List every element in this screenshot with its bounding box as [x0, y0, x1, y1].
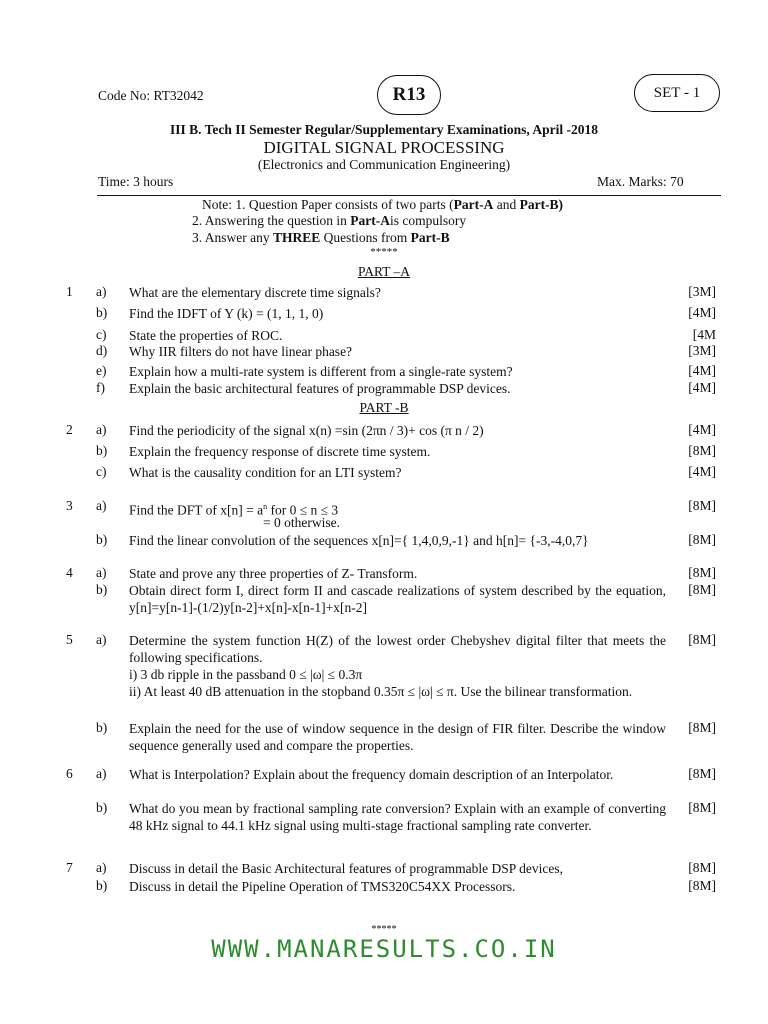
note-2: 2. Answering the question in Part-Ais compulsory: [192, 213, 467, 228]
set-badge: [634, 74, 720, 112]
regulation-label: R13: [392, 84, 426, 105]
header-divider: [97, 195, 721, 196]
question-number: 2: [66, 422, 73, 437]
marks: [4M]: [688, 464, 716, 479]
marks: [4M: [692, 327, 716, 342]
footer-separator: *****: [371, 924, 397, 935]
marks: [8M]: [688, 860, 716, 875]
max-marks-label: Max. Marks: 70: [597, 174, 684, 189]
footer-watermark-url: WWW.MANARESULTS.CO.IN: [211, 935, 557, 963]
marks: [8M]: [688, 878, 716, 893]
part-a-heading: PART –A: [357, 264, 411, 279]
question-number: 1: [66, 284, 73, 299]
marks: [4M]: [688, 422, 716, 437]
marks: [8M]: [688, 800, 716, 815]
note-1: Note: 1. Question Paper consists of two parts (Part-A and Part-B): [202, 197, 564, 212]
question-3a-line2: = 0 otherwise.: [263, 515, 340, 530]
question-number: 4: [66, 565, 73, 580]
question-number: 5: [66, 632, 73, 647]
marks: [8M]: [688, 443, 716, 458]
marks: [8M]: [688, 766, 716, 781]
branch-label: (Electronics and Communication Engineering): [257, 157, 511, 172]
marks: [4M]: [688, 305, 716, 320]
marks: [4M]: [688, 380, 716, 395]
regulation-badge: [377, 75, 441, 115]
question-number: 6: [66, 766, 73, 781]
marks: [8M]: [688, 582, 716, 597]
notes-separator: *****: [370, 246, 398, 258]
note-3: 3. Answer any THREE Questions from Part-B: [192, 230, 450, 245]
exam-title: III B. Tech II Semester Regular/Supplementary Examinations, April -2018: [169, 122, 599, 137]
question-number: 7: [66, 860, 73, 875]
question-paper: Code No: RT32042 R13 SET - 1 III B. Tech II Semester Regular/Supplementary Examinations, April -2018 DIGITAL SIGNAL PROCESSING (Electronics and Communication Engineering) Time: 3 hours Max. Marks: 70 Note: 1. Question Paper consists of two parts (Part-A and Part-B) 2. Answering the question in Part-Ais compulsory 3. Answer any THREE Questions from Part-B ***** PART –A 1 a) What are the elementary discrete time signals? [3M] b) Find the IDFT of Y (k) = (1, 1, 1, 0) [4M] c) State the properties of ROC. [4M d) Why IIR filters do not have linear phase? [3M] e) Explain how a multi-rate system is different from a single-rate system? [4M] f) Explain the basic architectural features of programmable DSP devices. [4M] PART -B 2 a) Find the periodicity of the signal x(n) =sin (2πn / 3)+ cos (π n / 2) [4M] b) Explain the frequency response of discrete time system. [8M] c) What is the causality condition for an LTI system? [4M] 3 a) Find the DFT of $x[n] = a^n$ for 0 ≤ n ≤ 3 [8M] = 0 otherwise. b) Find the linear convolution of the sequences x[n]={ 1,4,0,9,-1} and h[n]= {-3,-4,0,7} [8M] 4 a) State and prove any three properties of Z- Transform. [8M] b) Obtain direct form I, direct form II and cascade realizations of system described by the equation, y[n]=y[n-1]-(1/2)y[n-2]+x[n]-x[n-1]+x[n-2] [8M] 5 a) Determine the system function H(Z) of the lowest order Chebyshev digital filter that meets the following specifications. i) 3 db ripple in the passband 0 ≤ |ω| ≤ 0.3π ii) At least 40 dB attenuation in the stopband 0.35π ≤ |ω| ≤ π. Use the bilinear transformation. [8M] b) Explain the need for the use of window sequence in the design of FIR filter. Describe the window sequence generally used and compare the properties. [8M] 6 a) What is Interpolation? Explain about the frequency domain description of an Interpolator. [8M] b) What do you mean by fractional sampling rate conversion? Explain with an example of converting 48 kHz signal to 44.1 kHz signal using multi-stage fractional sampling rate converter. [8M] 7 a) Discuss in detail the Basic Architectural features of programmable DSP devices, [8M] b) Discuss in detail the Pipeline Operation of TMS320C54XX Processors. [8M] ***** WWW.MANARESULTS.CO.IN: [0, 0, 768, 1024]
marks: [8M]: [688, 532, 716, 547]
marks: [4M]: [688, 363, 716, 378]
part-b-heading: PART -B: [359, 400, 409, 415]
marks: [3M]: [688, 343, 716, 358]
marks: [8M]: [688, 632, 716, 647]
marks: [8M]: [688, 720, 716, 735]
marks: [8M]: [688, 565, 716, 580]
marks: [8M]: [688, 498, 716, 513]
set-label: SET - 1: [653, 84, 701, 101]
code-number: Code No: RT32042: [98, 88, 204, 103]
marks: [3M]: [688, 284, 716, 299]
subject-title: DIGITAL SIGNAL PROCESSING: [263, 138, 505, 157]
time-label: Time: 3 hours: [98, 174, 174, 189]
question-number: 3: [66, 498, 73, 513]
